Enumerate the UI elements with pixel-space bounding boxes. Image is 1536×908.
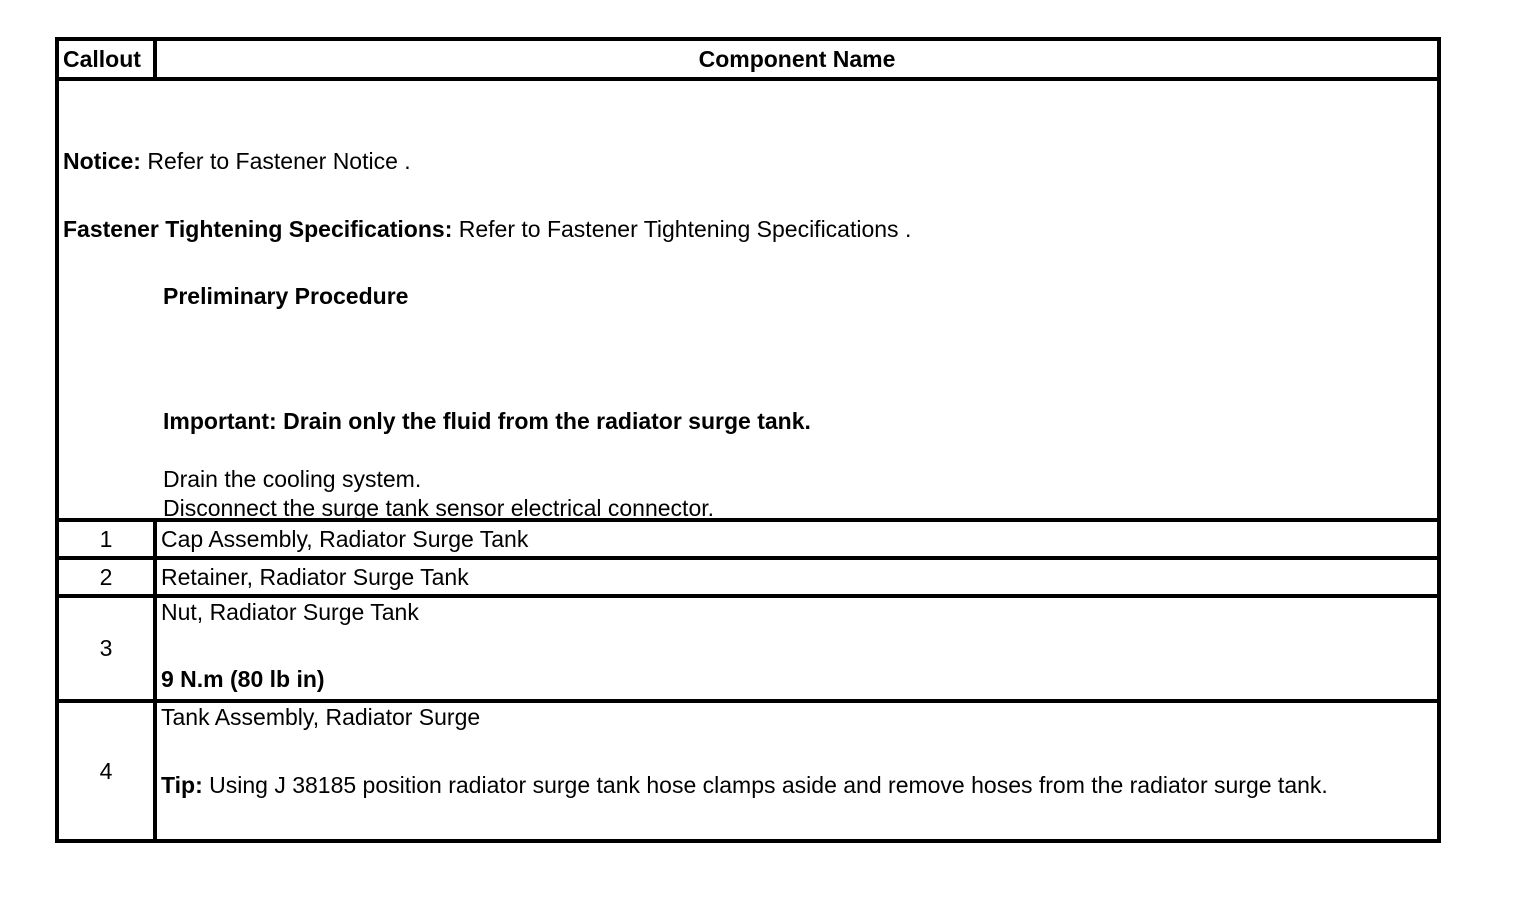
fastener-spec-label: Fastener Tightening Specifications: — [63, 216, 453, 242]
component-table — [55, 37, 1441, 843]
component-name: Retainer, Radiator Surge Tank — [155, 558, 1439, 596]
procedure-step-1: Drain the cooling system. — [163, 466, 422, 492]
component-name: Cap Assembly, Radiator Surge Tank — [155, 520, 1439, 558]
fastener-spec-text: Refer to Fastener Tightening Specifications . — [452, 216, 912, 242]
intro-cell — [57, 79, 1439, 520]
component-name: Tank Assembly, Radiator Surge — [161, 704, 481, 730]
notice-line — [63, 147, 411, 175]
table-row — [57, 596, 1439, 701]
table-row — [57, 520, 1439, 558]
preliminary-procedure-heading: Preliminary Procedure — [163, 283, 409, 309]
procedure-step-2: Disconnect the surge tank sensor electrical connector. — [163, 495, 715, 521]
tip-label: Tip: — [161, 772, 203, 798]
table-header-row — [57, 39, 1439, 79]
torque-spec: 9 N.m (80 lb in) — [161, 666, 325, 692]
component-cell — [155, 596, 1439, 701]
header-callout: Callout — [57, 39, 155, 79]
important-note: Important: Drain only the fluid from the radiator surge tank. — [163, 408, 811, 434]
tip-text: Using J 38185 position radiator surge tank hose clamps aside and remove hoses from the radiator surge tank. — [202, 772, 1328, 798]
callout-number: 1 — [57, 520, 155, 558]
tip-line — [161, 771, 1437, 799]
table-row — [57, 701, 1439, 841]
notice-label: Notice: — [63, 148, 141, 174]
header-component-name: Component Name — [155, 39, 1439, 79]
intro-row — [57, 79, 1439, 520]
table-row — [57, 558, 1439, 596]
callout-number: 2 — [57, 558, 155, 596]
notice-text: Refer to Fastener Notice . — [140, 148, 411, 174]
component-name: Nut, Radiator Surge Tank — [161, 599, 419, 625]
callout-number: 3 — [57, 596, 155, 701]
callout-number: 4 — [57, 701, 155, 841]
component-cell — [155, 701, 1439, 841]
fastener-spec-line — [63, 215, 911, 243]
